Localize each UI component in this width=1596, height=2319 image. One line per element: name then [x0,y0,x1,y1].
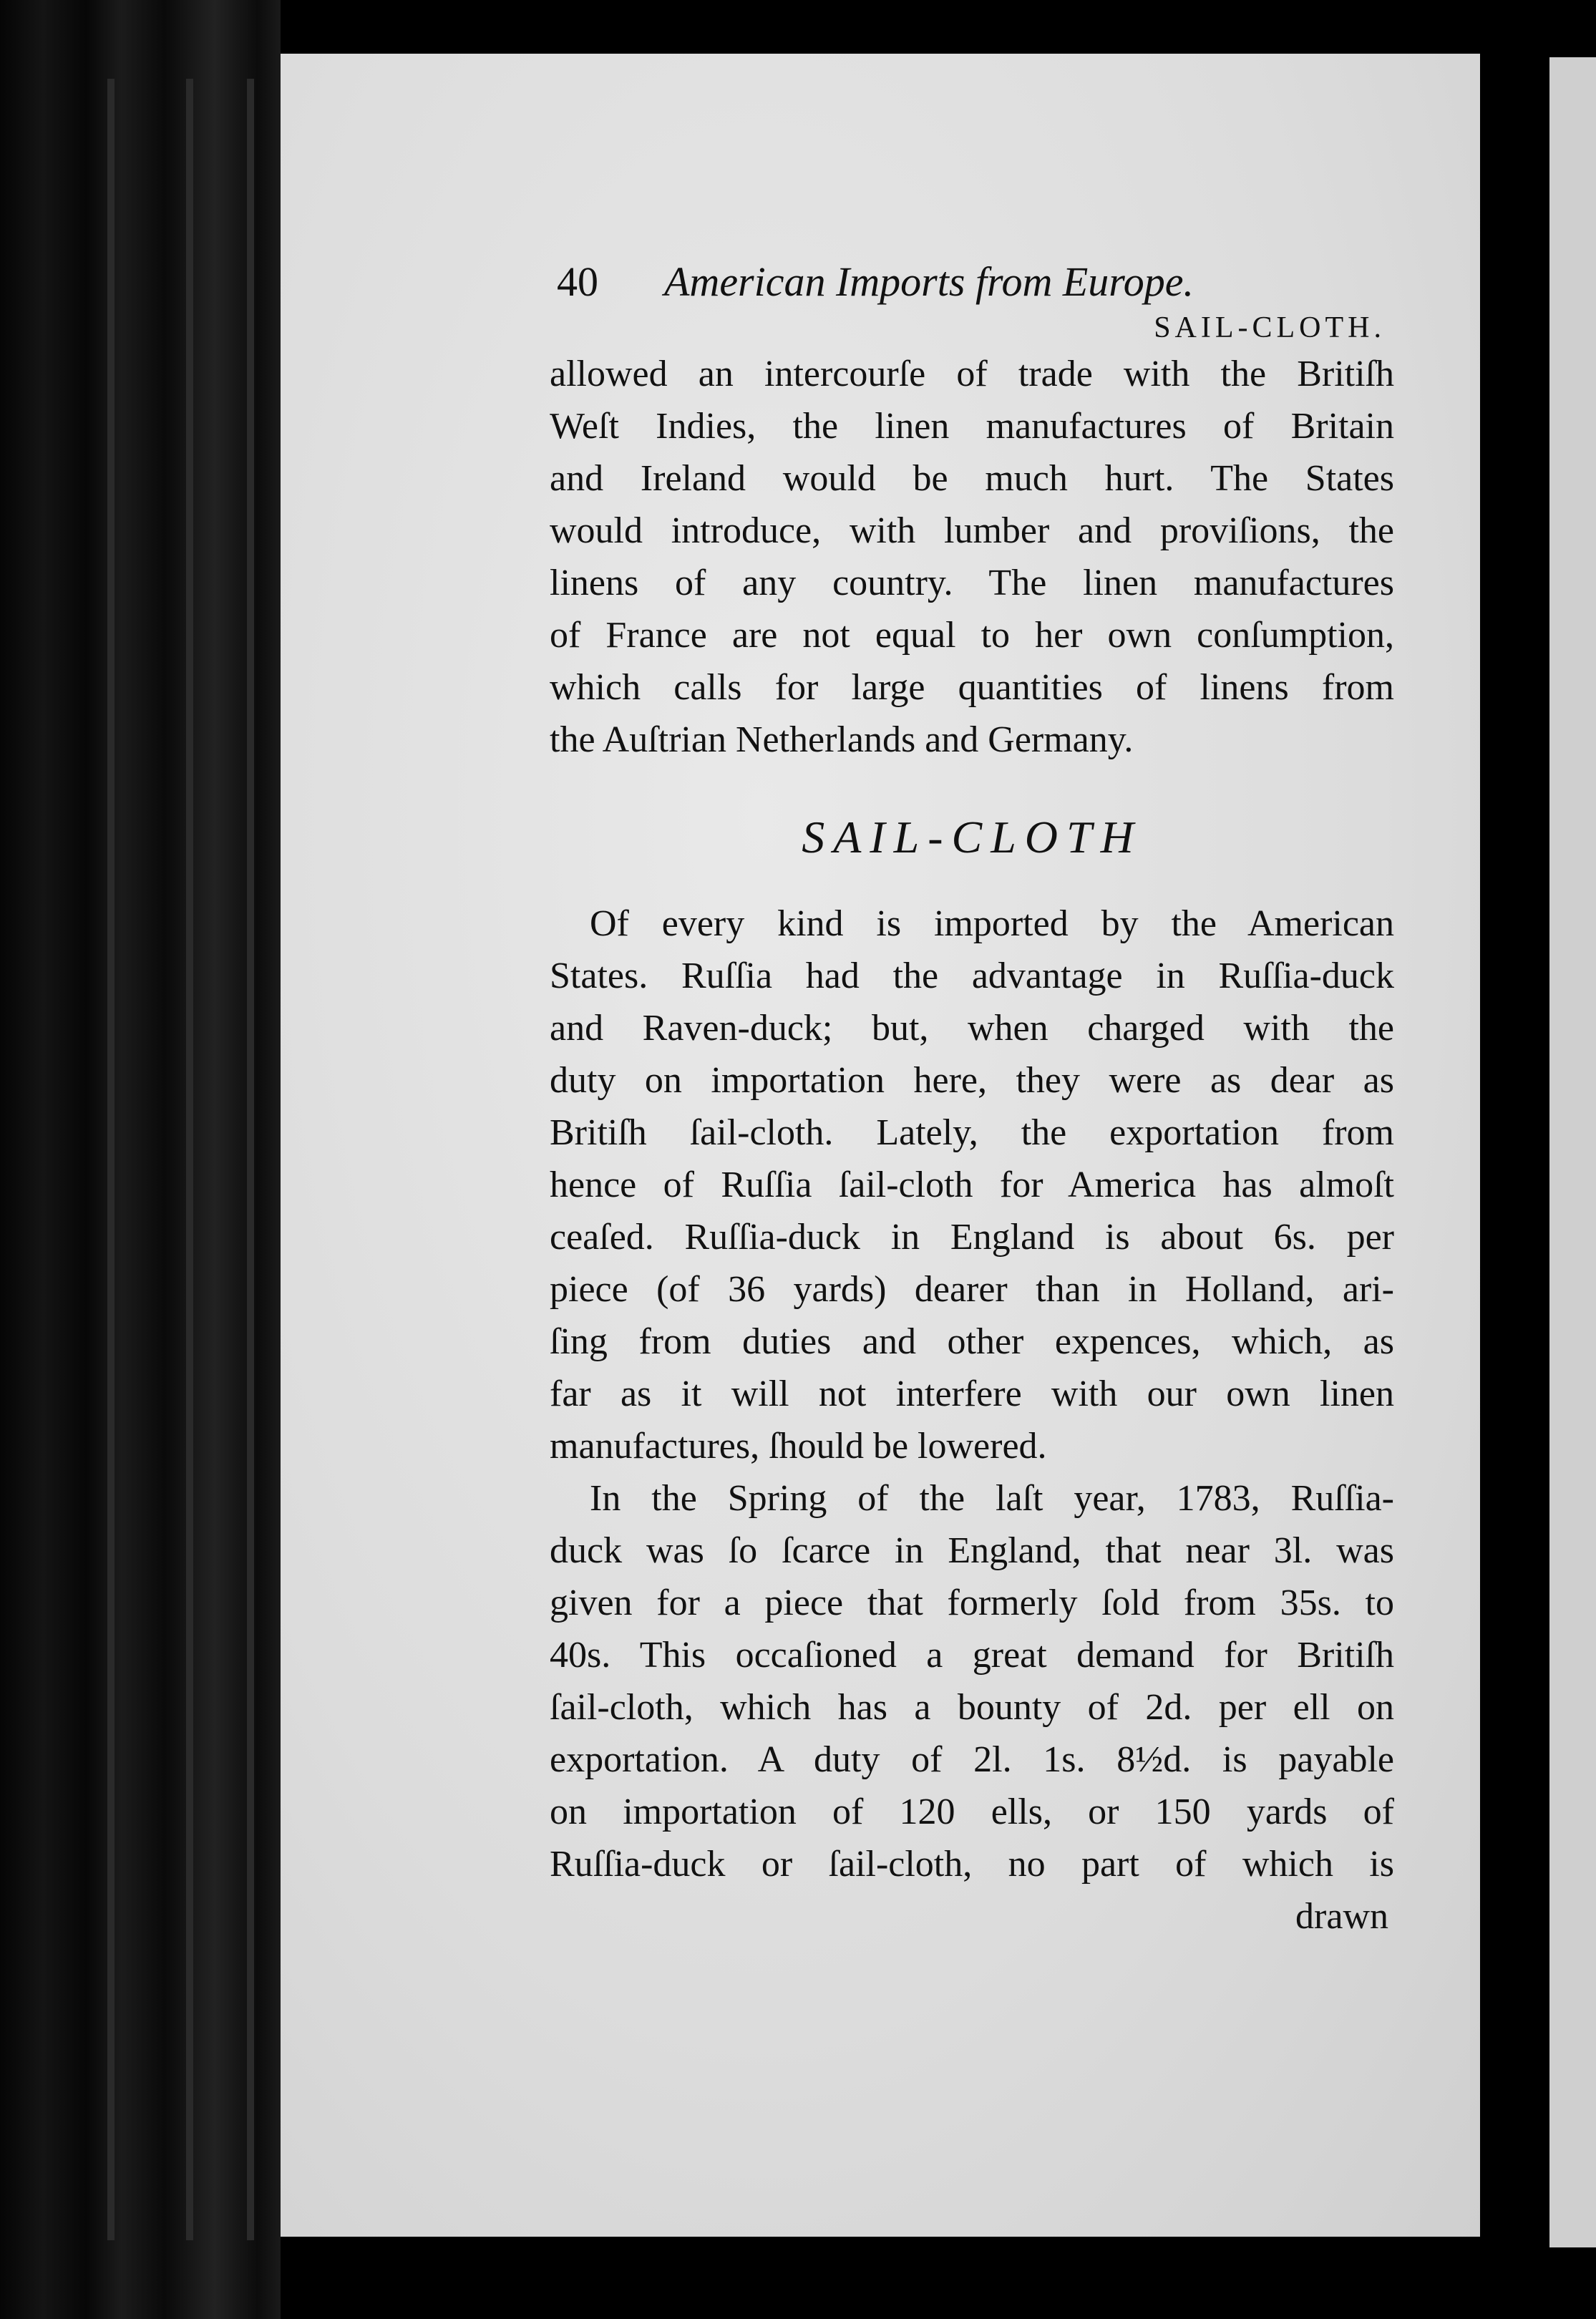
paragraph-one [550,898,1394,1472]
spine-shadow [186,79,193,2240]
text-line: far as it will not interfere with our own linen [550,1374,1394,1414]
text-line: ſail-cloth, which has a bounty of 2d. per ell on [550,1687,1394,1728]
text-line: Of every kind is imported by the American [590,903,1394,944]
text-line: of France are not equal to her own conſumption, [550,615,1394,656]
text-line: linens of any country. The linen manufactures [550,563,1394,603]
text-line: States. Ruſſia had the advantage in Ruſſia-duck [550,956,1394,996]
running-title: American Imports from Europe. [664,258,1194,305]
text-line: Ruſſia-duck or ſail-cloth, no part of which is [550,1844,1394,1885]
text-line: ſing from duties and other expences, which, as [550,1321,1394,1362]
text-line: duck was ſo ſcarce in England, that near 3l. was [550,1530,1394,1571]
text-line: Britiſh ſail-cloth. Lately, the exportation from [550,1112,1394,1153]
text-line: would introduce, with lumber and proviſions, the [550,510,1394,551]
text-line: Weſt Indies, the linen manufactures of Britain [550,406,1394,447]
text-line: on importation of 120 ells, or 150 yards of [550,1791,1394,1832]
section-heading: SAIL-CLOTH [802,812,1142,862]
text-line: piece (of 36 yards) dearer than in Holland, ari- [550,1269,1394,1310]
text-line: given for a piece that formerly ſold from 35s. to [550,1583,1394,1623]
section-catchword: SAIL-CLOTH. [1154,311,1386,344]
text-line: which calls for large quantities of linens from [550,667,1394,708]
text-line: In the Spring of the laſt year, 1783, Ruſſia- [590,1478,1394,1519]
text-line: and Ireland would be much hurt. The States [550,458,1394,499]
paragraph-two [550,1472,1394,1890]
text-line: allowed an intercourſe of trade with the Britiſh [550,354,1394,394]
book-binding [0,0,281,2319]
text-line: exportation. A duty of 2l. 1s. 8½d. is payable [550,1739,1394,1780]
text-line: the Auſtrian Netherlands and Germany. [550,719,1134,760]
text-line: and Raven-duck; but, when charged with the [550,1008,1394,1049]
running-head [550,258,1394,308]
next-page-edge [1549,57,1596,2247]
text-line: ceaſed. Ruſſia-duck in England is about 6s. per [550,1217,1394,1258]
spine-shadow [107,79,115,2240]
page-text [550,258,1394,1943]
text-line: 40s. This occaſioned a great demand for Britiſh [550,1635,1394,1676]
page-number: 40 [557,258,598,305]
footer-catchword: drawn [1295,1896,1388,1937]
text-line: hence of Ruſſia ſail-cloth for America has almoſt [550,1165,1394,1205]
text-line: duty on importation here, they were as dear as [550,1060,1394,1101]
spine-shadow [247,79,254,2240]
page-gap [1481,43,1549,2262]
text-line: manufactures, ſhould be lowered. [550,1426,1047,1467]
continuation-paragraph [550,348,1394,766]
